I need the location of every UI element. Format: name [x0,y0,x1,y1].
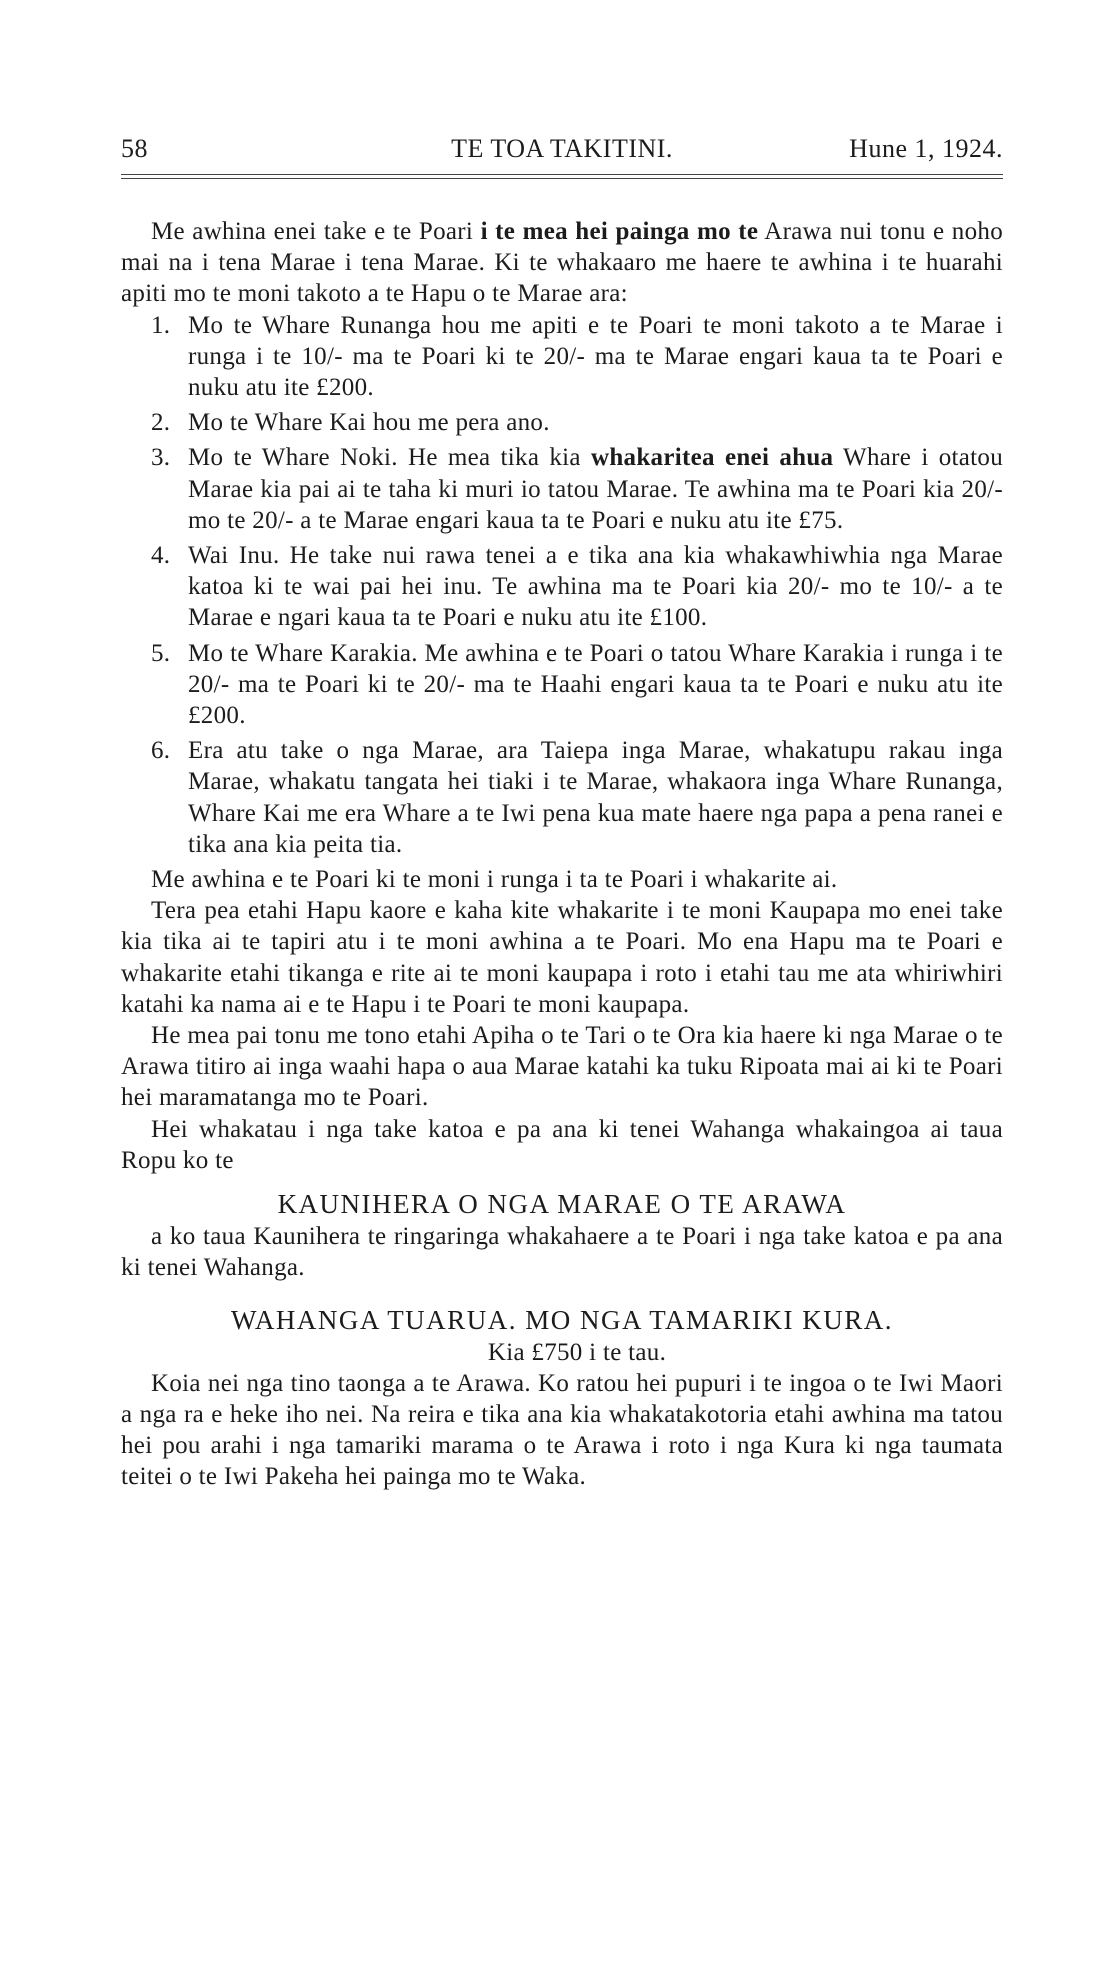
list-item: 1. Mo te Whare Runanga hou me apiti e te Poari te moni takoto a te Marae i runga i te 10/- ma te Poari ki te 20/- ma te Marae engari kaua ta te Poari e nuku atu ite £200. [151,311,1003,402]
list-item: 6. Era atu take o nga Marae, ara Taiepa inga Marae, whakatupu rakau inga Marae, whakatu tangata hei tiaki i te Marae, whakaora inga Whare Runanga, Whare Kai me era Whare a te Iwi pena kua mate haere nga papa a pena ranei e tika ana kia peita tia. [151,737,1003,858]
page-header [121,134,1003,170]
body-paragraph: Me awhina e te Poari ki te moni i runga i ta te Poari i whakarite ai. [151,866,838,894]
list-number: 5. [151,639,171,667]
body-paragraph: Hei whakatau i nga take katoa e pa ana ki tenei Wahanga whakaingoa ai taua Ropu ko te [121,1115,1003,1174]
article-body [121,216,1003,1493]
list-item: 4. Wai Inu. He take nui rawa tenei a e tika ana kia whakawhiwhia nga Marae katoa ki te wai pai hei inu. Te awhina ma te Poari kia 20/- mo te 10/- a te Marae e ngari kaua ta te Poari e nuku atu ite £100. [151,542,1003,632]
list-item: 3. Mo te Whare Noki. He mea tika kia whakaritea enei ahua Whare i otatou Marae kia pai ai te taha ki muri io tatou Marae. Te awhina ma te Poari kia 20/- mo te 20/- a te Marae engari kaua ta te Poari e nuku atu ite £75. [151,444,1003,534]
list-number: 3. [151,444,171,472]
body-paragraph: Tera pea etahi Hapu kaore e kaha kite whakarite i te moni Kaupapa mo enei take kia tika ai te tapiri atu i te moni awhina a te Poari. Mo ena Hapu ma te Poari e whakarite etahi tikanga e rite ai te moni kaupapa i roto i etahi tau me ata whiriwhiri katahi ka nama ai e te Hapu i te Poari te moni kaupapa. [121,897,1003,1018]
page-number: 58 [121,134,148,163]
council-heading: KAUNIHERA O NGA MARAE O TE ARAWA [277,1189,847,1220]
list-number: 6. [151,737,171,765]
council-paragraph: a ko taua Kaunihera te ringaringa whakahaere a te Poari i nga take katoa e pa ana ki tenei Wahanga. [121,1223,1003,1282]
header-rule [121,174,1003,175]
numbered-list [121,310,1003,860]
list-item: 5. Mo te Whare Karakia. Me awhina e te Poari o tatou Whare Karakia i runga i te 20/- ma te Poari ki te 20/- ma te Haahi engari kaua ta te Poari e nuku atu ite £200. [151,639,1003,730]
list-number: 4. [151,542,171,570]
list-item: 2. Mo te Whare Kai hou me pera ano. [121,407,1003,438]
body-paragraph: He mea pai tonu me tono etahi Apiha o te Tari o te Ora kia haere ki nga Marae o te Arawa titiro ai inga waahi hapa o aua Marae katahi ka tuku Ripoata mai ai ki te Poari hei maramatanga mo te Poari. [121,1022,1003,1112]
header-rule-second [121,178,1003,179]
intro-paragraph: Me awhina enei take e te Poari i te mea hei painga mo te Arawa nui tonu e noho mai na i tena Marae i tena Marae. Ki te whakaaro me haere te awhina i te huarahi apiti mo te moni takoto a te Hapu o te Marae ara: [121,218,1003,308]
journal-title: TE TOA TAKITINI. [451,134,673,163]
section-two-paragraph: Koia nei nga tino taonga a te Arawa. Ko ratou hei pupuri i te ingoa o te Iwi Maori a nga ra e heke iho nei. Na reira e tika ana kia whakatakotoria etahi awhina ma tatou hei pou arahi i nga tamariki marama o te Arawa i roto i nga Kura ki nga taumata teitei o te Iwi Pakeha hei painga mo te Waka. [121,1369,1003,1491]
issue-date: Hune 1, 1924. [849,134,1003,163]
list-number: 2. [151,409,171,437]
section-two-subheading: Kia £750 i te tau. [487,1338,667,1366]
list-number: 1. [151,311,171,339]
section-two-heading: WAHANGA TUARUA. MO NGA TAMARIKI KURA. [230,1304,894,1335]
